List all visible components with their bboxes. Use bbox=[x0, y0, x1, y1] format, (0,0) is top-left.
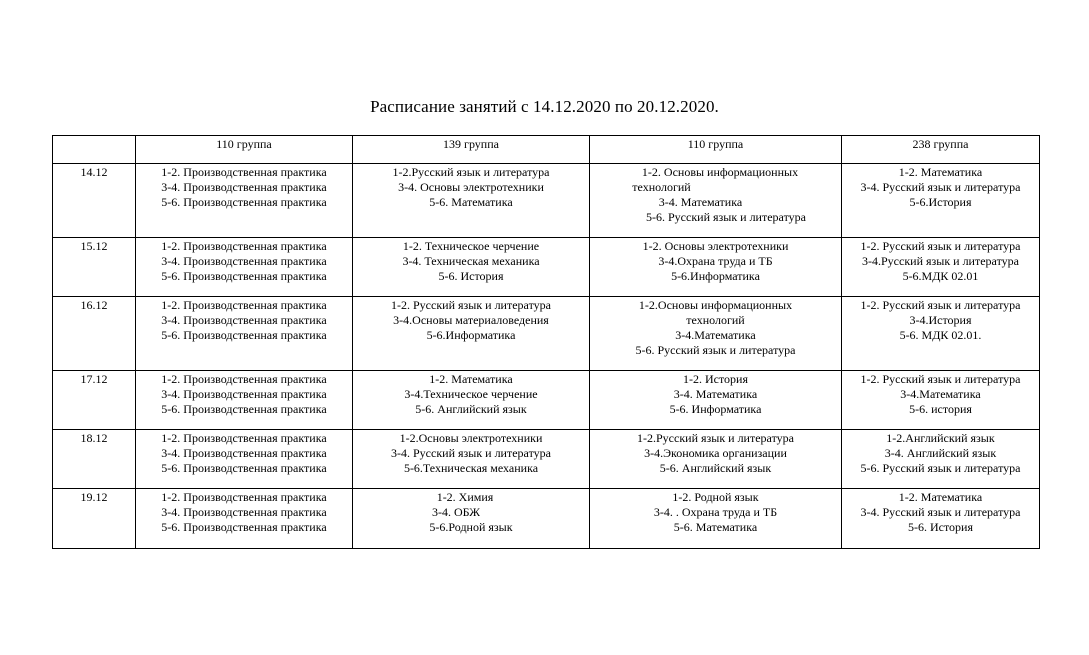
lesson-line: 3-4.Техническое черчение bbox=[404, 387, 538, 401]
page-title: Расписание занятий с 14.12.2020 по 20.12.2020. bbox=[370, 97, 719, 116]
lesson-line: 1-2. Основы электротехники bbox=[642, 239, 789, 253]
lesson-cell bbox=[842, 430, 1040, 489]
lesson-cell bbox=[590, 164, 842, 238]
lesson-cell bbox=[136, 489, 353, 549]
lesson-cell bbox=[842, 164, 1040, 238]
lesson-line: 5-6. История bbox=[907, 520, 973, 534]
lesson-line: 3-4.Математика bbox=[900, 387, 981, 401]
lesson-line: 1-2.Основы информационных bbox=[638, 298, 793, 312]
lesson-line: 3-4. Производственная практика bbox=[161, 446, 327, 460]
header-date bbox=[53, 136, 136, 164]
lesson-cell bbox=[136, 430, 353, 489]
lesson-line: 5-6. Производственная практика bbox=[161, 402, 327, 416]
lesson-line: 1-2. Техническое черчение bbox=[402, 239, 540, 253]
lesson-line: 3-4.Охрана труда и ТБ bbox=[658, 254, 773, 268]
lesson-line: 5-6. История bbox=[438, 269, 504, 283]
lesson-line: 1-2. Математика bbox=[429, 372, 513, 386]
lesson-cell bbox=[136, 371, 353, 430]
lesson-cell bbox=[353, 430, 590, 489]
lesson-line: 1-2. Производственная практика bbox=[161, 372, 327, 386]
lesson-line: 5-6.История bbox=[909, 195, 972, 209]
table-row bbox=[53, 489, 1040, 549]
table-row bbox=[53, 430, 1040, 489]
lesson-line: 5-6. Математика bbox=[429, 195, 513, 209]
lesson-cell bbox=[842, 489, 1040, 549]
lesson-cell bbox=[353, 371, 590, 430]
table-row bbox=[53, 238, 1040, 297]
lesson-line: технологий bbox=[686, 313, 745, 327]
lesson-line: 3-4. Основы электротехники bbox=[398, 180, 544, 194]
lesson-line: 3-4.История bbox=[909, 313, 972, 327]
lesson-line: 3-4. Производственная практика bbox=[161, 254, 327, 268]
lesson-line: 3-4. Техническая механика bbox=[402, 254, 540, 268]
lesson-line: 1-2. Производственная практика bbox=[161, 490, 327, 504]
lesson-line: 1-2.Русский язык и литература bbox=[637, 431, 794, 445]
lesson-cell bbox=[353, 297, 590, 371]
date-cell: 14.12 bbox=[53, 164, 136, 238]
lesson-cell bbox=[590, 371, 842, 430]
lesson-cell bbox=[590, 489, 842, 549]
lesson-line: 5-6. Русский язык и литература bbox=[625, 210, 806, 224]
lesson-cell bbox=[590, 430, 842, 489]
lesson-line: 1-2. Русский язык и литература bbox=[860, 372, 1021, 386]
lesson-line: 1-2. Русский язык и литература bbox=[391, 298, 551, 312]
lesson-cell bbox=[136, 297, 353, 371]
lesson-line: 5-6.МДК 02.01 bbox=[902, 269, 979, 283]
lesson-line: 5-6. история bbox=[909, 402, 972, 416]
lesson-line: 1-2.Основы электротехники bbox=[399, 431, 543, 445]
date-cell: 16.12 bbox=[53, 297, 136, 371]
lesson-line: 1-2. Математика bbox=[898, 165, 983, 179]
lesson-line: 5-6. Математика bbox=[673, 520, 758, 534]
table-header-row bbox=[53, 136, 1040, 164]
lesson-line: 5-6.Техническая механика bbox=[403, 461, 539, 475]
lesson-line: 3-4. ОБЖ bbox=[431, 505, 510, 519]
lesson-cell bbox=[353, 489, 590, 549]
lesson-line: 1-2. Производственная практика bbox=[161, 239, 327, 253]
lesson-line: 1-2. Основы информационных bbox=[632, 165, 799, 179]
lesson-line: 5-6. МДК 02.01. bbox=[899, 328, 982, 342]
date-cell: 18.12 bbox=[53, 430, 136, 489]
lesson-cell bbox=[590, 238, 842, 297]
lesson-line: 5-6. Английский язык bbox=[659, 461, 772, 475]
lesson-cell bbox=[842, 238, 1040, 297]
lesson-line: 1-2. История bbox=[682, 372, 748, 386]
lesson-line: 3-4. Производственная практика bbox=[161, 313, 327, 327]
lesson-cell bbox=[136, 238, 353, 297]
lesson-line: технологий bbox=[632, 180, 799, 194]
lesson-cell bbox=[353, 164, 590, 238]
lesson-line: 3-4. Русский язык и литература bbox=[391, 446, 551, 460]
table-row bbox=[53, 371, 1040, 430]
lesson-line: 1-2. Производственная практика bbox=[161, 298, 327, 312]
lesson-line: 3-4. Математика bbox=[673, 387, 758, 401]
table-row bbox=[53, 164, 1040, 238]
lesson-line: 5-6. Производственная практика bbox=[161, 195, 327, 209]
lesson-line: 1-2. Производственная практика bbox=[161, 165, 327, 179]
lesson-line: 3-4. . Охрана труда и ТБ bbox=[653, 505, 778, 519]
date-cell: 15.12 bbox=[53, 238, 136, 297]
lesson-line: 5-6. Производственная практика bbox=[161, 328, 327, 342]
lesson-line: 5-6. Производственная практика bbox=[161, 269, 327, 283]
lesson-line: 1-2. Математика bbox=[898, 490, 983, 504]
lesson-line: 5-6. Производственная практика bbox=[161, 461, 327, 475]
lesson-line: 5-6. Информатика bbox=[669, 402, 762, 416]
lesson-line: 3-4. Математика bbox=[649, 195, 782, 209]
lesson-line: 3-4.Основы материаловедения bbox=[393, 313, 549, 327]
lesson-line: 1-2. Производственная практика bbox=[161, 431, 327, 445]
lesson-cell bbox=[136, 164, 353, 238]
lesson-line: 3-4. Русский язык и литература bbox=[860, 180, 1021, 194]
header-group: 139 группа bbox=[353, 136, 590, 164]
lesson-line: 1-2. Русский язык и литература bbox=[860, 298, 1021, 312]
lesson-line: 5-6.Родной язык bbox=[429, 520, 513, 534]
lesson-line: 5-6. Русский язык и литература bbox=[860, 461, 1021, 475]
header-group: 110 группа bbox=[590, 136, 842, 164]
header-group: 238 группа bbox=[842, 136, 1040, 164]
lesson-cell bbox=[590, 297, 842, 371]
lesson-line: 1-2.Русский язык и литература bbox=[392, 165, 550, 179]
lesson-cell bbox=[353, 238, 590, 297]
lesson-cell bbox=[842, 371, 1040, 430]
lesson-line: 5-6.Информатика bbox=[426, 328, 516, 342]
lesson-line: 3-4.Экономика организации bbox=[644, 446, 787, 460]
date-cell: 17.12 bbox=[53, 371, 136, 430]
header-group: 110 группа bbox=[136, 136, 353, 164]
lesson-line: 1-2. Химия bbox=[436, 490, 506, 504]
lesson-cell bbox=[842, 297, 1040, 371]
lesson-line: 5-6.Информатика bbox=[671, 269, 760, 283]
lesson-line: 3-4.Математика bbox=[675, 328, 756, 342]
lesson-line: 3-4. Производственная практика bbox=[161, 387, 327, 401]
lesson-line: 5-6. Русский язык и литература bbox=[635, 343, 796, 357]
schedule-table bbox=[52, 135, 1040, 549]
lesson-line: 1-2.Английский язык bbox=[886, 431, 995, 445]
lesson-line: 3-4. Производственная практика bbox=[161, 505, 327, 519]
date-cell: 19.12 bbox=[53, 489, 136, 549]
lesson-line: 3-4. Английский язык bbox=[884, 446, 997, 460]
lesson-line: 1-2. Русский язык и литература bbox=[860, 239, 1021, 253]
lesson-line: 3-4. Русский язык и литература bbox=[860, 505, 1021, 519]
lesson-line: 3-4. Производственная практика bbox=[161, 180, 327, 194]
table-row bbox=[53, 297, 1040, 371]
lesson-line: 5-6. Английский язык bbox=[415, 402, 527, 416]
lesson-line: 3-4.Русский язык и литература bbox=[862, 254, 1019, 268]
lesson-line: 5-6. Производственная практика bbox=[161, 520, 327, 534]
lesson-line: 1-2. Родной язык bbox=[672, 490, 759, 504]
